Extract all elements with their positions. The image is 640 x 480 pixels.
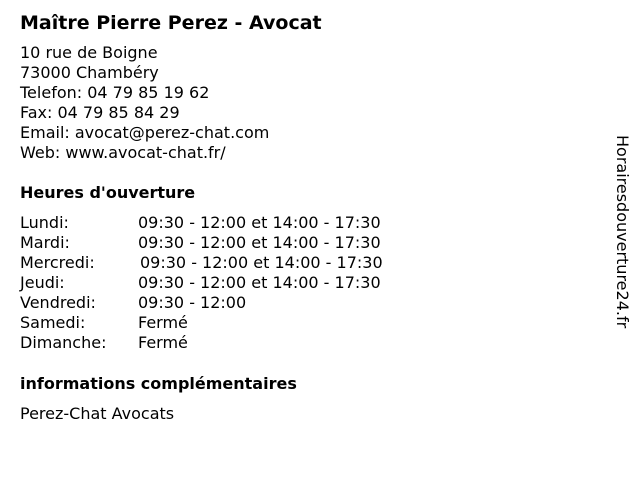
hours-time: 09:30 - 12:00 et 14:00 - 17:30 [140, 253, 383, 272]
phone-number: Telefon: 04 79 85 19 62 [20, 83, 210, 102]
website-url: Web: www.avocat-chat.fr/ [20, 143, 226, 162]
hours-day: Jeudi: [20, 273, 65, 292]
address-city: 73000 Chambéry [20, 63, 159, 82]
hours-time: 09:30 - 12:00 [138, 293, 247, 312]
hours-day: Lundi: [20, 213, 69, 232]
hours-time: 09:30 - 12:00 et 14:00 - 17:30 [138, 213, 381, 232]
hours-day: Dimanche: [20, 333, 107, 352]
hours-time: Fermé [138, 333, 188, 352]
hours-heading: Heures d'ouverture [20, 183, 196, 202]
info-text: Perez-Chat Avocats [20, 404, 175, 423]
hours-time: 09:30 - 12:00 et 14:00 - 17:30 [138, 273, 381, 292]
contact-block [20, 43, 269, 163]
hours-day: Vendredi: [20, 293, 96, 312]
email-address: Email: avocat@perez-chat.com [20, 123, 270, 142]
hours-day: Mardi: [20, 233, 70, 252]
address-street: 10 rue de Boigne [20, 43, 158, 62]
hours-day: Samedi: [20, 313, 86, 332]
hours-time: Fermé [138, 313, 188, 332]
fax-number: Fax: 04 79 85 84 29 [20, 103, 180, 122]
hours-time: 09:30 - 12:00 et 14:00 - 17:30 [138, 233, 381, 252]
info-heading: informations complémentaires [20, 374, 297, 393]
hours-day: Mercredi: [20, 253, 95, 272]
page-title: Maître Pierre Perez - Avocat [20, 12, 322, 34]
watermark-text: Horairesdouverture24.fr [613, 135, 632, 329]
